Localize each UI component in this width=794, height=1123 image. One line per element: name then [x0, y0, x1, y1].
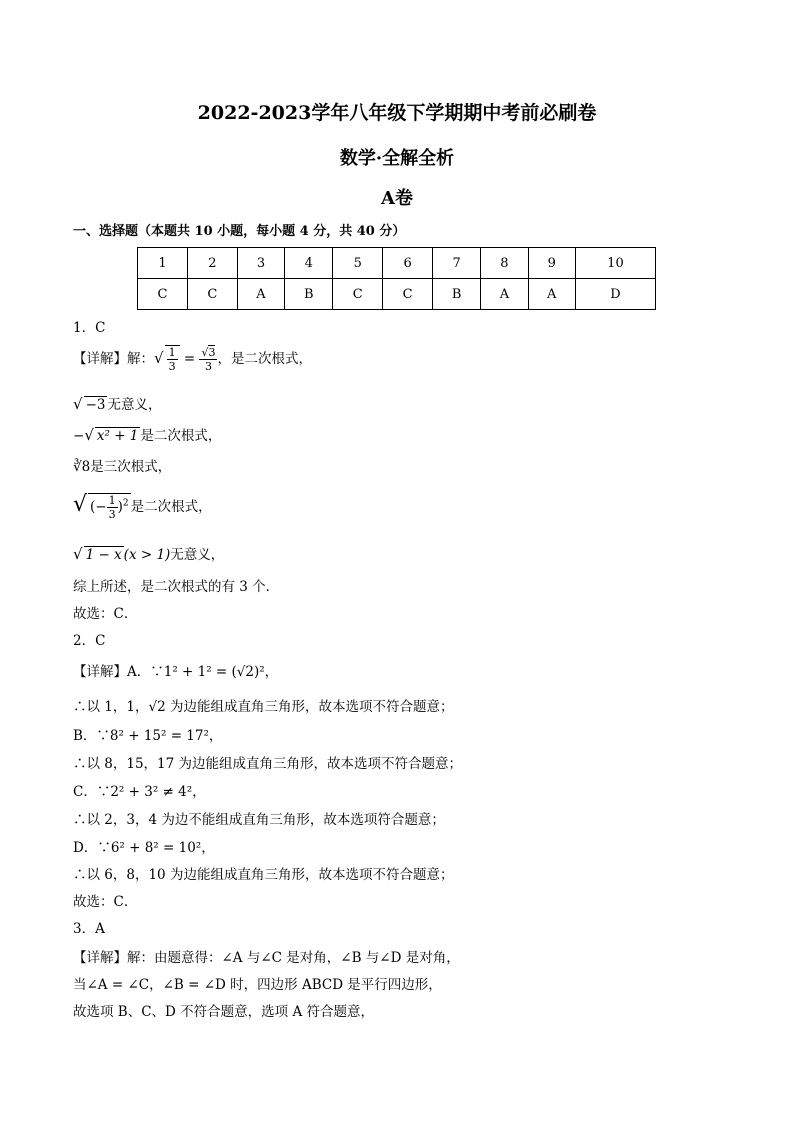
document-title: 2022-2023学年八年级下学期期中考前必刷卷 — [197, 102, 597, 124]
q2-line-5: C．∵2² + 3² ≠ 4²， — [73, 784, 206, 800]
q1-l6-cond: (x > 1) — [123, 547, 171, 563]
q1-l2-tail: 无意义， — [107, 397, 162, 413]
q1-line-5: √ (− $\frac{1}{3}$ )$^2$ 是二次根式， — [73, 492, 212, 521]
q2-line-1: 【详解】A．∵1² + 1² = (√2)²， — [73, 664, 279, 680]
q1-l6-expr: 1 − x — [85, 547, 122, 563]
q1-l3-tail: 是二次根式， — [140, 428, 222, 444]
q1-detail-prefix: 【详解】解： — [73, 351, 154, 367]
q1-l3-minus: − — [73, 428, 85, 444]
q1-l5-tail: 是二次根式， — [130, 499, 212, 515]
q1-l5-expr: (− $\frac{1}{3}$ )$^2$ — [90, 494, 129, 521]
table-cell: 9 — [528, 248, 575, 279]
table-cell: A — [237, 279, 284, 310]
q1-line-1-tail: ，是二次根式， — [217, 351, 312, 367]
q1-l6-tail: 无意义， — [170, 547, 225, 563]
table-cell: A — [528, 279, 575, 310]
document-subtitle: 数学·全解全析 — [339, 148, 455, 169]
q1-summary: 综上所述，是二次根式的有 3 个． — [73, 579, 280, 595]
table-cell: B — [285, 279, 333, 310]
table-cell: 1 — [138, 248, 188, 279]
table-cell: 3 — [237, 248, 284, 279]
section-heading: 一、选择题（本题共 10 小题，每小题 4 分，共 40 分） — [73, 224, 406, 239]
q1-frac-radicand: $\frac{1}{3}$ — [165, 345, 180, 373]
table-cell: C — [138, 279, 188, 310]
q1-l2-expr: −3 — [85, 397, 106, 413]
answer-table — [137, 247, 656, 310]
q2-line-3: B．∵8² + 15² = 17²， — [73, 728, 223, 744]
q2-line-2: ∴以 1，1，√2 为边能组成直角三角形，故本选项不符合题意； — [73, 699, 454, 715]
table-cell: 5 — [333, 248, 383, 279]
q2-line-6: ∴以 2，3，4 为边不能组成直角三角形，故本选项符合题意； — [73, 812, 445, 828]
q1-line-3: −√ x² + 1 是二次根式， — [73, 426, 222, 444]
answer-table-number-row — [138, 248, 656, 279]
table-cell: C — [383, 279, 433, 310]
q1-choice: 故选：C． — [73, 606, 138, 622]
q1-line-6: √ 1 − x (x > 1)无意义， — [73, 545, 225, 563]
table-cell: 8 — [481, 248, 528, 279]
table-cell: D — [575, 279, 655, 310]
q1-l3-expr: x² + 1 — [96, 428, 139, 444]
sqrt-sign: √ — [154, 349, 164, 367]
q3-line-1: 【详解】解：由题意得：∠A 与∠C 是对角，∠B 与∠D 是对角， — [73, 950, 460, 966]
q2-heading: 2．C — [73, 633, 106, 649]
q1-l4-tail: 是三次根式， — [90, 459, 172, 475]
paper-label: A卷 — [381, 188, 413, 209]
q2-line-4: ∴以 8，15，17 为边能组成直角三角形，故本选项不符合题意； — [73, 756, 463, 772]
q1-line-4 — [73, 455, 171, 475]
q2-line-7: D．∵6² + 8² = 10²， — [73, 840, 215, 856]
q1-line-1: 【详解】解：√ $\frac{1}{3}$ = $\frac{√3}{3}$ ，是二次根式， — [73, 346, 312, 373]
table-cell: 6 — [383, 248, 433, 279]
table-cell: C — [333, 279, 383, 310]
q3-line-3: 故选项 B、C、D 不符合题意，选项 A 符合题意， — [73, 1004, 374, 1020]
q1-line-2: √ −3 无意义， — [73, 395, 162, 413]
table-cell: B — [433, 279, 481, 310]
table-cell: A — [481, 279, 528, 310]
table-cell: 10 — [575, 248, 655, 279]
q3-heading: 3．A — [73, 921, 105, 937]
q3-line-2: 当∠A = ∠C，∠B = ∠D 时，四边形 ABCD 是平行四边形， — [73, 977, 442, 993]
answer-table-answer-row — [138, 279, 656, 310]
q2-line-8: ∴以 6，8，10 为边能组成直角三角形，故本选项不符合题意； — [73, 867, 454, 883]
table-cell: C — [187, 279, 237, 310]
q1-l4-expr: ∛8 — [73, 459, 91, 475]
q2-choice: 故选：C． — [73, 894, 138, 910]
table-cell: 2 — [187, 248, 237, 279]
table-cell: 4 — [285, 248, 333, 279]
table-cell: 7 — [433, 248, 481, 279]
q1-heading: 1．C — [73, 320, 106, 336]
